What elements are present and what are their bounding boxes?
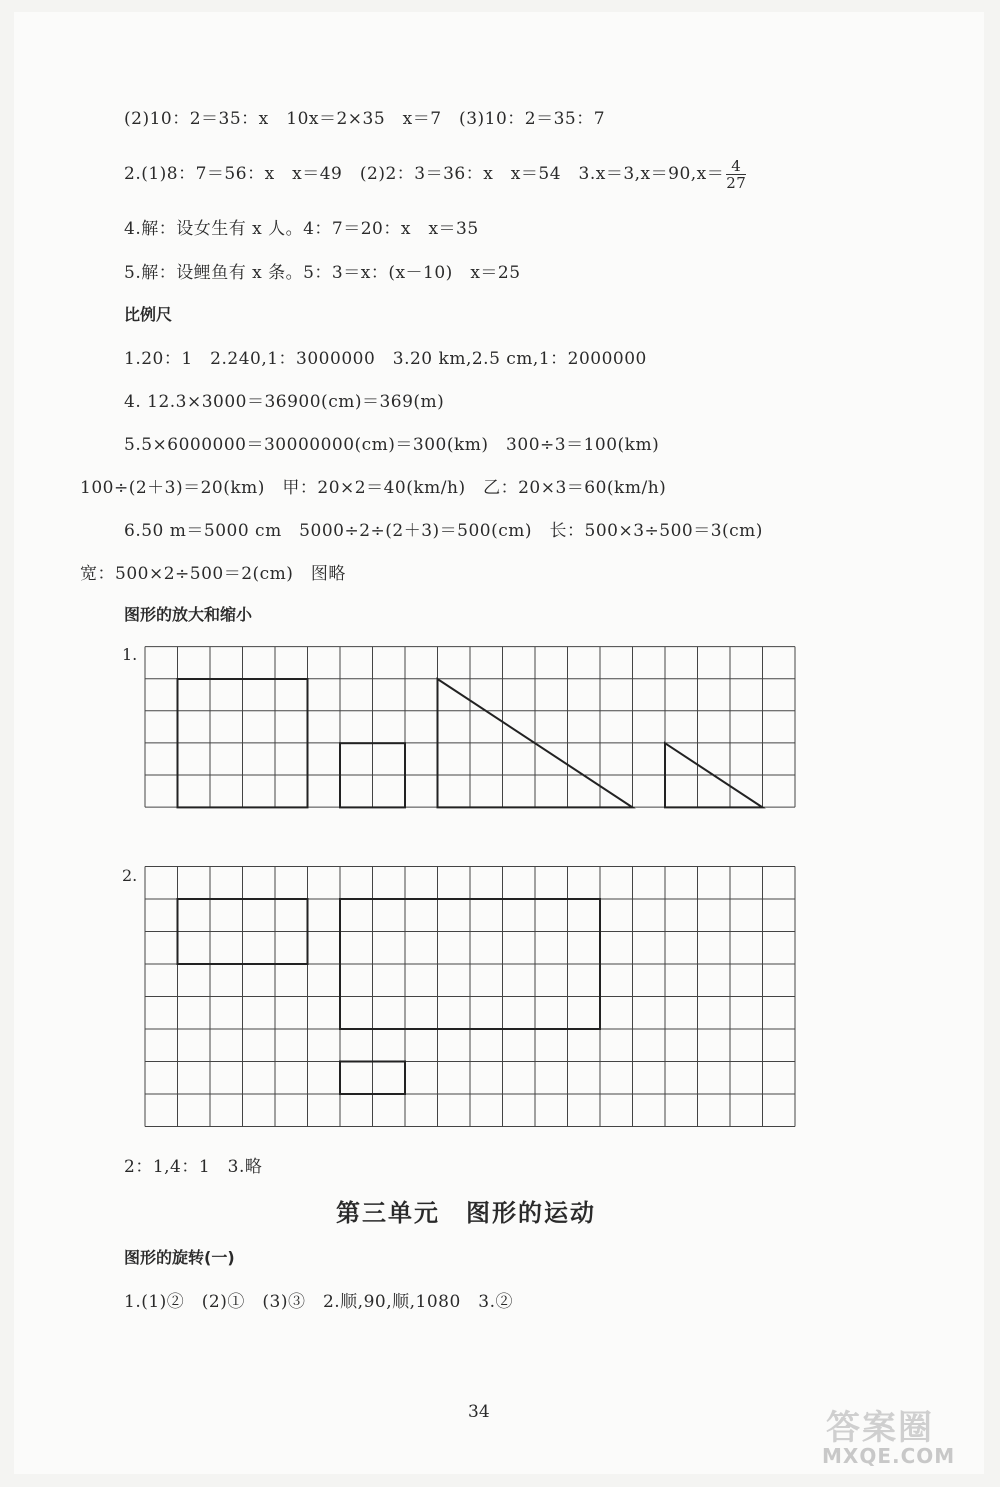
section-heading: 图形的旋转(一) bbox=[124, 1248, 235, 1267]
fraction-numerator: 4 bbox=[726, 158, 746, 175]
grid-figure-1 bbox=[143, 644, 803, 814]
watermark-url: MXQE.COM bbox=[822, 1444, 956, 1468]
answer-line: 5.解：设鲤鱼有 x 条。5：3＝x：(x－10) x＝25 bbox=[124, 263, 521, 283]
watermark-logo bbox=[820, 1400, 990, 1480]
answer-line: 5.5×6000000＝30000000(cm)＝300(km) 300÷3＝100(km) bbox=[124, 435, 660, 455]
fraction bbox=[726, 158, 746, 191]
section-heading: 图形的放大和缩小 bbox=[124, 605, 253, 624]
answer-line: 100÷(2＋3)＝20(km) 甲：20×2＝40(km/h) 乙：20×3＝60(km/h) bbox=[80, 478, 667, 498]
section-heading: 比例尺 bbox=[124, 305, 173, 324]
watermark-text: 答案圈 bbox=[826, 1408, 934, 1448]
answer-line: (2)10：2＝35：x 10x＝2×35 x＝7 (3)10：2＝35：7 bbox=[124, 109, 606, 129]
fraction-denominator: 27 bbox=[726, 174, 747, 192]
answer-line: 1.20：1 2.240,1：3000000 3.20 km,2.5 cm,1：2000000 bbox=[124, 349, 647, 369]
answer-line: 6.50 m＝5000 cm 5000÷2÷(2＋3)＝500(cm) 长：500×3÷500＝3(cm) bbox=[124, 521, 763, 541]
answer-line: 1.(1)② (2)① (3)③ 2.顺,90,顺,1080 3.② bbox=[124, 1292, 514, 1312]
answer-line: 2：1,4：1 3.略 bbox=[124, 1157, 263, 1177]
answer-line: 宽：500×2÷500＝2(cm) 图略 bbox=[80, 564, 346, 584]
answer-line-with-fraction bbox=[124, 158, 746, 191]
grid-label: 2. bbox=[122, 866, 138, 885]
grid-label: 1. bbox=[122, 645, 138, 664]
unit-title: 第三单元 图形的运动 bbox=[336, 1199, 596, 1227]
answer-line: 4. 12.3×3000＝36900(cm)＝369(m) bbox=[124, 392, 445, 412]
grid-lines bbox=[145, 647, 795, 808]
page-number: 34 bbox=[468, 1402, 490, 1422]
answer-line: 4.解：设女生有 x 人。4：7＝20：x x＝35 bbox=[124, 219, 479, 239]
grid-lines bbox=[145, 867, 795, 1127]
grid-figure-2 bbox=[143, 866, 803, 1130]
answer-line-text: 2.(1)8：7＝56：x x＝49 (2)2：3＝36：x x＝54 3.x＝3,x＝90,x＝ bbox=[124, 164, 725, 184]
